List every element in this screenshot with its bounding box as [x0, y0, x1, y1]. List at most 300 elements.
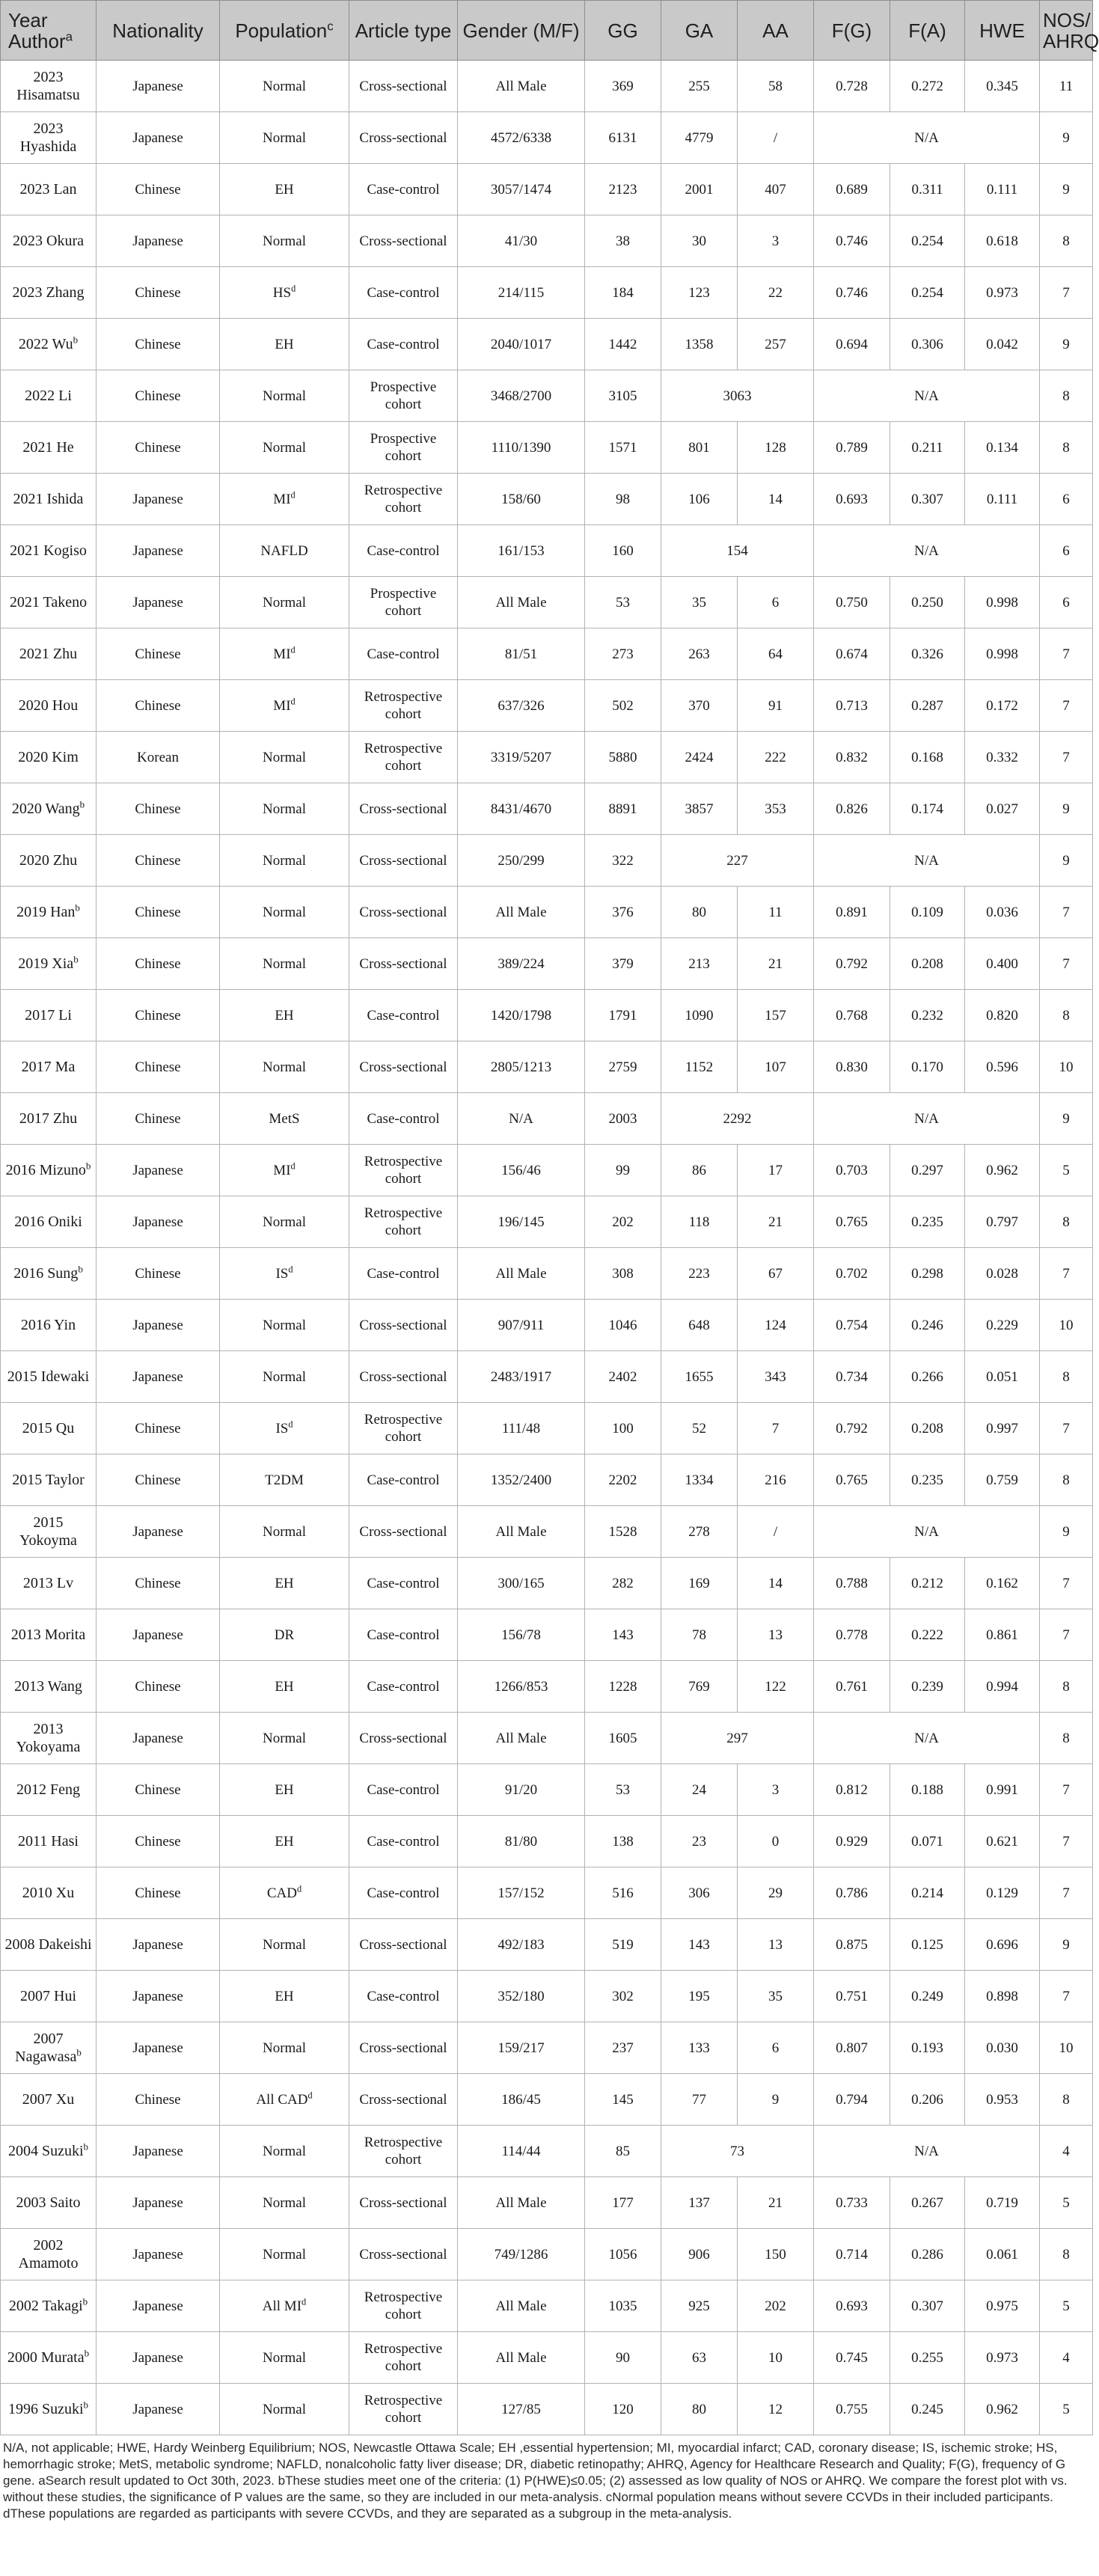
cell-fa	[890, 1248, 965, 1300]
table-row	[1, 1764, 1093, 1816]
cell-gg	[585, 1351, 661, 1403]
cell-aa-text: 67	[768, 1265, 783, 1282]
cell-ga	[661, 164, 738, 215]
cell-author-text: 2022 Wu	[18, 336, 73, 352]
cell-hwe-text: 0.759	[986, 1472, 1018, 1488]
cell-gender	[458, 215, 585, 267]
cell-hwe-text: 0.998	[986, 594, 1018, 611]
column-header	[738, 1, 814, 61]
cell-fg-text: 0.778	[836, 1627, 868, 1643]
cell-hwe-text: 0.898	[986, 1988, 1018, 2004]
cell-gender-text: 300/165	[498, 1575, 545, 1591]
cell-ga-text: 30	[692, 233, 706, 249]
cell-article-type	[349, 164, 458, 215]
cell-author	[1, 1506, 97, 1558]
column-header	[814, 1, 890, 61]
cell-nos-text: 9	[1062, 181, 1070, 198]
cell-nos	[1040, 164, 1093, 215]
cell-population-text: EH	[275, 181, 294, 198]
cell-gender-text: 1352/2400	[490, 1472, 552, 1488]
cell-aa-text: 3	[771, 233, 780, 249]
cell-gg	[585, 2177, 661, 2229]
table-row	[1, 732, 1093, 783]
footnote-marker: b	[75, 902, 80, 914]
cell-fg	[814, 1351, 890, 1403]
cell-population-text: MI	[273, 646, 291, 662]
table-row	[1, 2332, 1093, 2384]
cell-gender	[458, 1867, 585, 1919]
cell-nos	[1040, 577, 1093, 628]
cell-author-text: 2021 Kogiso	[10, 542, 87, 559]
cell-gg-text: 302	[612, 1988, 634, 2004]
cell-nationality-text: Japanese	[132, 1936, 183, 1953]
cell-nationality-text: Chinese	[135, 852, 181, 869]
cell-gg	[585, 1145, 661, 1196]
cell-nos	[1040, 61, 1093, 112]
cell-ga	[661, 1558, 738, 1609]
cell-nos-text: 7	[1062, 1781, 1070, 1798]
cell-aa-text: 91	[768, 697, 783, 714]
cell-gg-text: 502	[612, 697, 634, 714]
cell-hwe-text: 0.861	[986, 1627, 1018, 1643]
cell-gg	[585, 1919, 661, 1971]
cell-gender	[458, 1919, 585, 1971]
cell-population	[220, 1867, 349, 1919]
table-row	[1, 474, 1093, 525]
cell-author-text: 2017 Ma	[21, 1059, 76, 1075]
cell-hwe	[965, 1558, 1040, 1609]
cell-gg-text: 53	[616, 594, 630, 611]
cell-population-text: EH	[275, 1781, 294, 1798]
cell-article-type	[349, 61, 458, 112]
cell-aa-text: 0	[771, 1833, 780, 1850]
cell-gender-text: 2040/1017	[490, 336, 552, 352]
cell-aa	[738, 2229, 814, 2280]
cell-fa-text: 0.307	[911, 2298, 943, 2314]
cell-nos-text: 9	[1062, 852, 1070, 869]
cell-fa-text: 0.222	[911, 1627, 943, 1643]
table-row	[1, 215, 1093, 267]
cell-fg	[814, 2384, 890, 2435]
cell-gender	[458, 680, 585, 732]
cell-hwe-text: 0.973	[986, 2349, 1018, 2366]
cell-aa	[738, 267, 814, 319]
cell-fg-text: 0.693	[836, 491, 868, 507]
cell-author-text: 2002 Takagi	[8, 2298, 83, 2314]
cell-nos-text: 7	[1062, 1575, 1070, 1591]
cell-hwe	[965, 577, 1040, 628]
cell-ga	[661, 1506, 738, 1558]
cell-author-text: 1996 Suzuki	[7, 2401, 84, 2417]
cell-article-type-text: Cross-sectional	[359, 1936, 447, 1953]
cell-nationality-text: Chinese	[135, 388, 181, 404]
cell-gg-text: 369	[612, 78, 634, 94]
cell-article-type-text: Retrospective cohort	[364, 689, 443, 722]
cell-article-type	[349, 783, 458, 835]
cell-hwe-text: 0.618	[986, 233, 1018, 249]
cell-nos	[1040, 1971, 1093, 2022]
cell-gg	[585, 1816, 661, 1867]
cell-fa	[890, 2280, 965, 2332]
cell-gender-text: 196/145	[498, 1214, 545, 1230]
column-header	[965, 1, 1040, 61]
cell-fg-text: 0.702	[836, 1265, 868, 1282]
cell-nos	[1040, 1713, 1093, 1764]
cell-author	[1, 1093, 97, 1145]
cell-hwe-text: 0.962	[986, 2401, 1018, 2417]
cell-nationality-text: Japanese	[132, 594, 183, 611]
cell-aa	[738, 1403, 814, 1454]
cell-aa	[738, 2022, 814, 2074]
cell-nos	[1040, 422, 1093, 474]
cell-population-text: Normal	[262, 388, 307, 404]
cell-gg	[585, 1041, 661, 1093]
cell-aa	[738, 319, 814, 370]
cell-aa	[738, 783, 814, 835]
cell-fg-text: 0.832	[836, 749, 868, 765]
cell-fa	[890, 422, 965, 474]
cell-nationality-text: Japanese	[132, 1214, 183, 1230]
cell-author	[1, 1971, 97, 2022]
cell-ga-text: 86	[692, 1162, 706, 1178]
cell-fg	[814, 1558, 890, 1609]
cell-ga-text: 52	[692, 1420, 706, 1437]
cell-population-text: CAD	[266, 1885, 297, 1901]
cell-ga	[661, 1661, 738, 1713]
cell-nationality	[97, 1403, 220, 1454]
cell-gg-text: 184	[612, 284, 634, 301]
cell-article-type	[349, 370, 458, 422]
cell-aa-text: 128	[765, 439, 786, 456]
cell-hwe	[965, 1145, 1040, 1196]
cell-nos-text: 8	[1062, 1007, 1070, 1024]
cell-hwe	[965, 990, 1040, 1041]
cell-fg-text: 0.755	[836, 2401, 868, 2417]
cell-fa-text: 0.125	[911, 1936, 943, 1953]
cell-hwe-text: 0.973	[986, 284, 1018, 301]
cell-fa	[890, 1661, 965, 1713]
cell-hwe-text: 0.400	[986, 955, 1018, 972]
cell-ga-text: 2424	[685, 749, 714, 765]
cell-nationality	[97, 164, 220, 215]
cell-ga	[661, 1454, 738, 1506]
column-header	[661, 1, 738, 61]
cell-article-type	[349, 577, 458, 628]
cell-hwe	[965, 2280, 1040, 2332]
cell-author	[1, 835, 97, 887]
cell-hwe-text: 0.028	[986, 1265, 1018, 1282]
cell-hwe-text: 0.696	[986, 1936, 1018, 1953]
cell-article-type	[349, 1609, 458, 1661]
cell-nos-text: 5	[1062, 1162, 1070, 1178]
cell-population-text: Normal	[262, 2040, 307, 2056]
cell-aa-text: 58	[768, 78, 783, 94]
cell-hwe	[965, 474, 1040, 525]
cell-gender	[458, 474, 585, 525]
cell-ga	[661, 1816, 738, 1867]
cell-fa-text: 0.168	[911, 749, 943, 765]
cell-nos-text: 5	[1062, 2194, 1070, 2211]
cell-gender	[458, 1196, 585, 1248]
cell-nos	[1040, 1145, 1093, 1196]
cell-gg-text: 90	[616, 2349, 630, 2366]
cell-gg-text: 516	[612, 1885, 634, 1901]
column-header	[458, 1, 585, 61]
cell-nos	[1040, 2022, 1093, 2074]
cell-article-type	[349, 1248, 458, 1300]
cell-author	[1, 1661, 97, 1713]
cell-fg	[814, 1609, 890, 1661]
cell-fg-text: 0.794	[836, 2091, 868, 2108]
cell-hwe-text: 0.820	[986, 1007, 1018, 1024]
cell-fa	[890, 474, 965, 525]
cell-hwe	[965, 1454, 1040, 1506]
cell-author-text: 2023 Okura	[13, 233, 84, 249]
cell-hwe	[965, 1816, 1040, 1867]
cell-author-text: 2007 Nagawasa	[15, 2031, 77, 2065]
cell-nos-text: 8	[1062, 1678, 1070, 1695]
column-header-label: Year Author	[8, 8, 66, 52]
cell-aa-text: 14	[768, 1575, 783, 1591]
cell-nationality	[97, 474, 220, 525]
column-header-label: NOS/ AHRQ	[1043, 8, 1099, 52]
cell-nos	[1040, 990, 1093, 1041]
cell-ga	[661, 1248, 738, 1300]
cell-nationality-text: Japanese	[132, 1368, 183, 1385]
cell-article-type	[349, 1196, 458, 1248]
column-header-label: GA	[685, 19, 714, 42]
cell-article-type-text: Cross-sectional	[359, 1523, 447, 1540]
cell-gg-text: 2003	[608, 1110, 637, 1127]
cell-fa-text: 0.287	[911, 697, 943, 714]
cell-author-text: 2020 Hou	[18, 697, 79, 714]
cell-gg-text: 6131	[608, 129, 637, 146]
cell-ga-text: 769	[688, 1678, 710, 1695]
cell-author	[1, 732, 97, 783]
cell-nos-text: 7	[1062, 1833, 1070, 1850]
cell-aa	[738, 1609, 814, 1661]
cell-nationality-text: Japanese	[132, 1730, 183, 1746]
cell-author-text: 2017 Zhu	[19, 1110, 78, 1127]
cell-article-type	[349, 2177, 458, 2229]
cell-fg	[814, 2177, 890, 2229]
column-header-label: GG	[607, 19, 638, 42]
cell-nos-text: 4	[1062, 2349, 1070, 2366]
cell-aa	[738, 1764, 814, 1816]
cell-fa-text: 0.208	[911, 955, 943, 972]
cell-population	[220, 422, 349, 474]
cell-gender-text: 2805/1213	[490, 1059, 552, 1075]
cell-nationality	[97, 990, 220, 1041]
cell-fa-text: 0.235	[911, 1472, 943, 1488]
cell-gg-text: 1442	[608, 336, 637, 352]
cell-nos-text: 5	[1062, 2298, 1070, 2314]
cell-nos	[1040, 835, 1093, 887]
table-row	[1, 938, 1093, 990]
cell-nos-text: 8	[1062, 1730, 1070, 1746]
cell-population-text: EH	[275, 336, 294, 352]
cell-ga	[661, 1609, 738, 1661]
cell-article-type-text: Prospective cohort	[370, 379, 437, 412]
cell-fg	[814, 422, 890, 474]
cell-gender-text: 352/180	[498, 1988, 545, 2004]
cell-article-type	[349, 1300, 458, 1351]
cell-ga	[661, 2177, 738, 2229]
cell-aa-text: 17	[768, 1162, 783, 1178]
cell-gender	[458, 2332, 585, 2384]
cell-ga	[661, 1041, 738, 1093]
cell-nos-text: 8	[1062, 2091, 1070, 2108]
cell-article-type-text: Cross-sectional	[359, 852, 447, 869]
cell-gender-text: 907/911	[498, 1317, 545, 1333]
cell-gender	[458, 577, 585, 628]
cell-aa	[738, 1816, 814, 1867]
cell-ga-text: 80	[692, 904, 706, 920]
cell-nationality-text: Japanese	[132, 491, 183, 507]
cell-gender	[458, 1609, 585, 1661]
cell-hwe	[965, 1609, 1040, 1661]
cell-nos	[1040, 1454, 1093, 1506]
cell-ga-text: 370	[688, 697, 710, 714]
cell-fg-text: 0.768	[836, 1007, 868, 1024]
cell-population-text: Normal	[262, 2143, 307, 2159]
cell-nos	[1040, 1196, 1093, 1248]
cell-aa	[738, 164, 814, 215]
cell-author	[1, 319, 97, 370]
column-header-label: HWE	[979, 19, 1025, 42]
footnote-marker: b	[83, 2141, 89, 2153]
cell-nationality	[97, 1145, 220, 1196]
cell-gg	[585, 2384, 661, 2435]
cell-gg-text: 2402	[608, 1368, 637, 1385]
cell-nationality-text: Japanese	[132, 1162, 183, 1178]
cell-fg-text: 0.786	[836, 1885, 868, 1901]
cell-fa-text: 0.266	[911, 1368, 943, 1385]
cell-fa-text: 0.245	[911, 2401, 943, 2417]
cell-gender	[458, 267, 585, 319]
cell-aa-text: 216	[765, 1472, 786, 1488]
cell-gender-text: 41/30	[504, 233, 538, 249]
cell-article-type-text: Cross-sectional	[359, 1730, 447, 1746]
cell-population	[220, 370, 349, 422]
cell-fa	[890, 1145, 965, 1196]
cell-nationality-text: Chinese	[135, 1575, 181, 1591]
cell-author	[1, 1919, 97, 1971]
cell-nos	[1040, 1609, 1093, 1661]
table-row	[1, 1454, 1093, 1506]
cell-hwe	[965, 2229, 1040, 2280]
cell-gg	[585, 2332, 661, 2384]
cell-fg	[814, 577, 890, 628]
cell-gg-text: 2123	[608, 181, 637, 198]
cell-gg-text: 38	[616, 233, 630, 249]
cell-author	[1, 2126, 97, 2177]
cell-article-type	[349, 2332, 458, 2384]
cell-gender-text: 1110/1390	[491, 439, 551, 456]
cell-population-text: Normal	[262, 1368, 307, 1385]
cell-population	[220, 1041, 349, 1093]
cell-gender	[458, 370, 585, 422]
cell-author-text: 2002 Amamoto	[18, 2237, 79, 2271]
cell-nationality	[97, 938, 220, 990]
cell-fg-text: 0.750	[836, 594, 868, 611]
cell-nos	[1040, 628, 1093, 680]
cell-fg	[814, 61, 890, 112]
cell-ga	[661, 2332, 738, 2384]
cell-gender-text: 2483/1917	[490, 1368, 552, 1385]
cell-ga-text: 278	[688, 1523, 710, 1540]
cell-author	[1, 1764, 97, 1816]
cell-fa	[890, 990, 965, 1041]
cell-aa	[738, 2384, 814, 2435]
cell-fg	[814, 1041, 890, 1093]
cell-nationality	[97, 2280, 220, 2332]
cell-nationality-text: Japanese	[132, 2246, 183, 2263]
cell-nationality-text: Chinese	[135, 1472, 181, 1488]
cell-nos	[1040, 887, 1093, 938]
cell-nos	[1040, 1041, 1093, 1093]
cell-article-type-text: Case-control	[367, 1575, 440, 1591]
cell-nos	[1040, 1351, 1093, 1403]
cell-nationality-text: Chinese	[135, 646, 181, 662]
cell-fa-text: 0.298	[911, 1265, 943, 1282]
table-row	[1, 2229, 1093, 2280]
cell-gg	[585, 2074, 661, 2126]
cell-fg-text: 0.733	[836, 2194, 868, 2211]
cell-nationality	[97, 1196, 220, 1248]
cell-ga-text: 3857	[685, 801, 714, 817]
cell-fg	[814, 990, 890, 1041]
cell-gender-text: All Male	[495, 1523, 547, 1540]
cell-gender	[458, 887, 585, 938]
cell-nationality-text: Japanese	[132, 2349, 183, 2366]
cell-article-type	[349, 1454, 458, 1506]
cell-fg	[814, 319, 890, 370]
cell-population	[220, 783, 349, 835]
cell-nos-text: 7	[1062, 1627, 1070, 1643]
cell-nos	[1040, 2229, 1093, 2280]
cell-population-text: Normal	[262, 904, 307, 920]
cell-article-type-text: Retrospective cohort	[364, 1412, 443, 1445]
cell-author	[1, 1558, 97, 1609]
cell-ga-aa	[661, 2126, 814, 2177]
cell-ga	[661, 2022, 738, 2074]
cell-freq-hwe-text: N/A	[914, 1730, 939, 1746]
cell-author-text: 2023 Zhang	[12, 284, 85, 301]
cell-gg-text: 1605	[608, 1730, 637, 1746]
cell-hwe-text: 0.719	[986, 2194, 1018, 2211]
cell-article-type	[349, 2126, 458, 2177]
cell-ga	[661, 1971, 738, 2022]
cell-gg-text: 177	[612, 2194, 634, 2211]
cell-aa-text: 21	[768, 2194, 783, 2211]
cell-nationality	[97, 1558, 220, 1609]
cell-nationality	[97, 1764, 220, 1816]
footnote-marker: d	[290, 696, 296, 707]
cell-aa-text: 13	[768, 1627, 783, 1643]
cell-author	[1, 628, 97, 680]
cell-nationality	[97, 2177, 220, 2229]
cell-ga-text: 1334	[685, 1472, 714, 1488]
table-row	[1, 1919, 1093, 1971]
cell-population	[220, 61, 349, 112]
cell-ga-text: 24	[692, 1781, 706, 1798]
cell-fg	[814, 628, 890, 680]
cell-fg-text: 0.754	[836, 1317, 868, 1333]
cell-gender-text: 186/45	[501, 2091, 541, 2108]
cell-nationality	[97, 1248, 220, 1300]
cell-gender-text: 389/224	[498, 955, 545, 972]
